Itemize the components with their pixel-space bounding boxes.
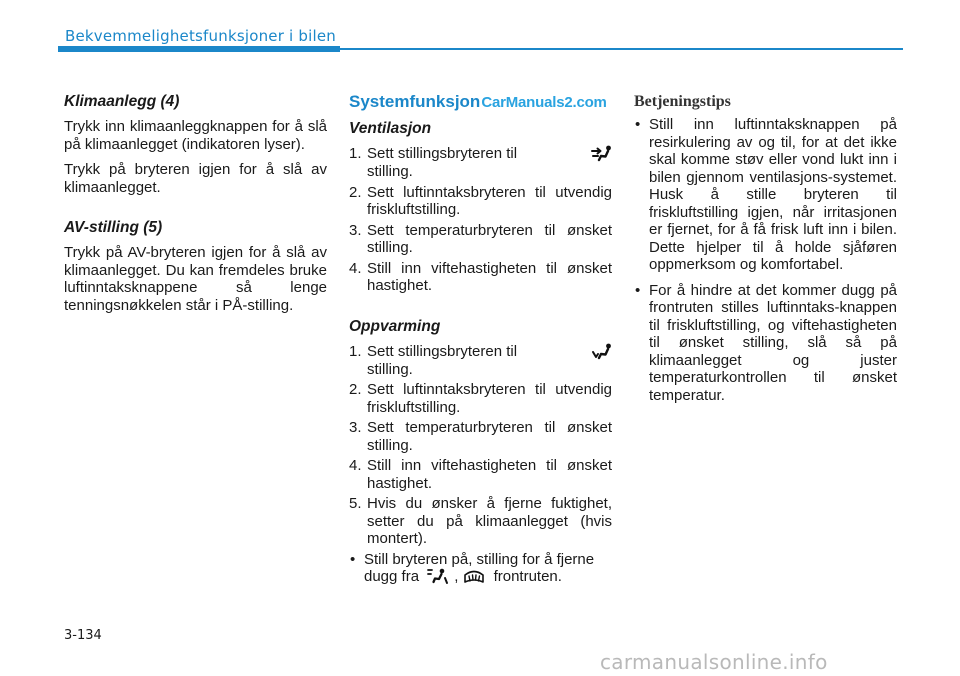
list-item [349,495,612,548]
paragraph: Trykk på AV-bryteren igjen for å slå av klimaanlegget. Du kan fremdeles bruke luftinntaksknappene så lenge tenningsnøkkelen står i PÅ-stilling. [64,244,327,314]
step-text: Still inn viftehastigheten til ønsket hastighet. [367,259,612,294]
bullet-text: Still inn luftinntaksknappen på resirkulering av og til, for at det ikke skal komme støv eller vond lukt inn i bilen gjennom ventilasjons-systemet. Husk å stille bryteren til friskluftstilling igjen, når irritasjonen er fjernet, for å få frisk luft inn i bilen. Dette hjelper til å holde sjåføren oppmerksom og komfortabel. [649,116,897,273]
step-text: Sett luftinntaksbryteren til utvendig friskluftstilling. [367,183,612,218]
watermark-text: CarManuals2.com [481,94,607,111]
step-number: 3. [349,221,362,239]
step-text: Sett stillingsbryteren til [367,145,518,163]
ventilation-steps [349,145,612,295]
list-item [349,222,612,257]
heating-steps [349,343,612,548]
header-rule [340,48,903,50]
step-number: 2. [349,381,362,398]
list-item [349,145,612,181]
step-text: Sett temperaturbryteren til ønsket stilling. [367,221,612,256]
page-number: 3-134 [64,628,102,643]
step-number: 1. [349,145,362,162]
step-text: Hvis du ønsker å fjerne fuktighet, setter du på klimaanlegget (hvis montert). [367,495,612,547]
step-number: 4. [349,259,362,277]
bullet-dot: • [635,281,641,299]
floor-defrost-vent-icon [427,568,449,586]
tips-list [634,116,897,404]
header-bar [58,46,340,52]
step-number: 5. [349,495,362,512]
bullet-dot: • [350,550,356,568]
step-text-continued: stilling. [367,163,413,180]
step-text: Still inn viftehastigheten til ønsket hastighet. [367,457,612,492]
bullet-dot: • [635,116,641,133]
list-item [349,343,612,379]
bullet-text: For å hindre at det kommer dugg på frontruten stilles luftinntaks-knappen til friskluftstilling, og viftehastigheten til ønsket stilling, slå så på klimaanlegget og juster temperaturkontrollen til ønsket temperatur. [649,281,897,404]
step-number: 4. [349,457,362,474]
defrost-icon [463,568,485,586]
subheading-ventilasjon: Ventilasjon [349,120,432,137]
column-right [634,92,897,412]
list-item [349,457,612,492]
step-text-continued: stilling. [367,360,413,378]
bullet-text: Still bryteren på, stilling for å fjerne dugg fra [364,550,595,585]
footer-watermark: carmanualsonline.info [600,650,828,674]
step-number: 2. [349,183,362,201]
column-left [64,92,327,322]
step-number: 3. [349,419,362,436]
paragraph: Trykk på bryteren igjen for å slå av klimaanlegget. [64,161,327,196]
subheading-betjeningstips: Betjeningstips [634,93,731,110]
paragraph: Trykk inn klimaanleggknappen for å slå på klimaanlegget (indikatoren lyser). [64,118,327,153]
list-item [349,381,612,416]
list-item [634,282,897,405]
list-item [634,116,897,274]
header-title: Bekvemmelighetsfunksjoner i bilen [65,27,336,45]
list-item [349,419,612,454]
face-vent-icon [590,145,612,163]
separator: , [454,568,459,585]
section-title-text: Systemfunksjon [349,92,481,111]
floor-vent-icon [590,343,612,361]
list-item [349,551,612,587]
subheading-oppvarming: Oppvarming [349,317,441,335]
list-item [349,260,612,295]
subheading-av-stilling: AV-stilling (5) [64,219,163,236]
heating-note [349,551,612,587]
step-text: Sett luftinntaksbryteren til utvendig friskluftstilling. [367,381,612,416]
list-item [349,184,612,219]
step-text: Sett temperaturbryteren til ønsket stilling. [367,419,612,454]
section-title [349,92,612,113]
step-number: 1. [349,342,362,360]
step-text: Sett stillingsbryteren til [367,342,518,360]
subheading-klimaanlegg: Klimaanlegg (4) [64,93,180,110]
column-middle [349,92,612,594]
bullet-text-end: frontruten. [493,568,562,585]
